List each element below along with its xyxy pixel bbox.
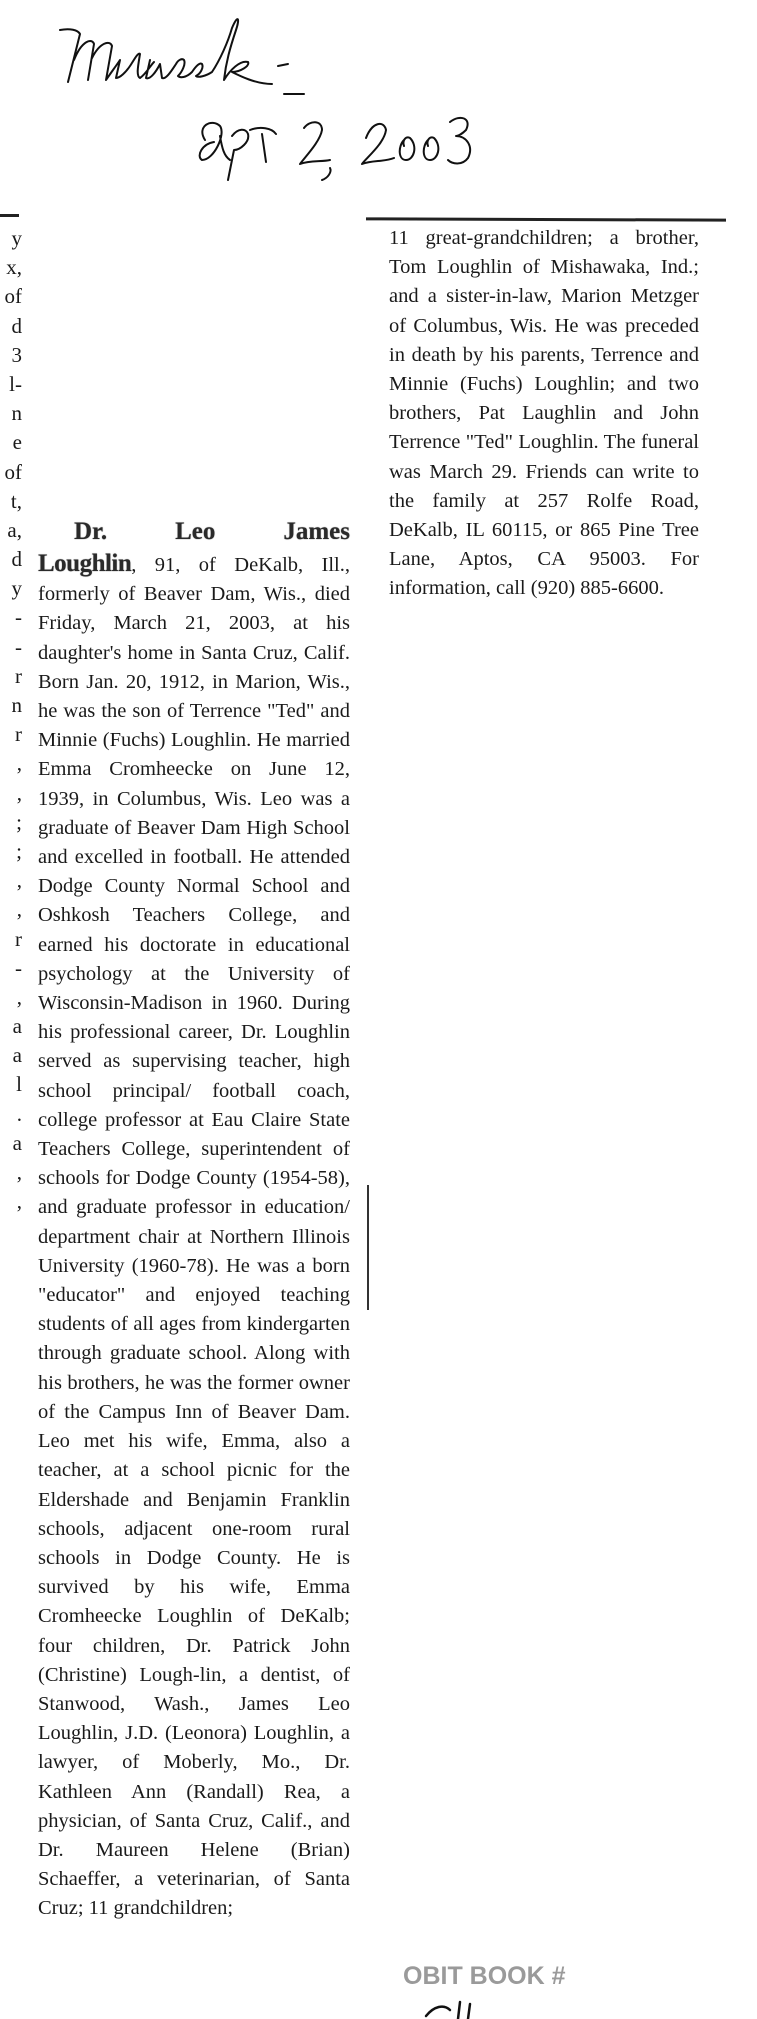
name-word: Leo: [175, 518, 216, 545]
column-fragment: a: [12, 1130, 22, 1155]
name-word: Dr.: [74, 518, 108, 545]
column-fragment: y: [11, 576, 22, 601]
column-fragment: -: [15, 634, 22, 659]
column-fragment: t,: [10, 488, 22, 513]
column-fragment: r: [15, 722, 22, 747]
obit-book-stamp: OBIT BOOK #: [403, 1962, 566, 1990]
column-fragment: l: [16, 1072, 22, 1097]
obituary-main-column: [38, 515, 350, 1924]
column-fragment: n: [11, 693, 22, 717]
column-fragment: ,: [16, 780, 22, 805]
column-fragment: x,: [6, 255, 22, 280]
column-fragment: .: [16, 1101, 22, 1126]
column-fragment: d: [11, 547, 22, 572]
column-fragment: l-: [9, 371, 22, 396]
column-fragment: ,: [16, 897, 22, 922]
column-divider-line: [367, 1185, 369, 1310]
column-fragment: ,: [16, 1160, 22, 1184]
handwritten-book-number: [420, 2000, 500, 2019]
column-fragment: d: [11, 313, 22, 338]
right-column-rule: [366, 217, 726, 221]
obituary-name-first-words: [38, 515, 350, 549]
column-fragment: 3: [11, 342, 22, 367]
column-fragment: y: [11, 226, 22, 250]
column-fragment: ;: [16, 809, 22, 834]
column-fragment: ;: [16, 838, 22, 863]
column-fragment: e: [12, 430, 22, 455]
column-fragment: ,: [16, 1189, 22, 1214]
column-fragment: a: [12, 1043, 22, 1068]
column-fragment: -: [15, 605, 22, 630]
obituary-continued-text: 11 great-grandchildren; a brother, Tom Loughlin of Mishawaka, Ind.; and a sister-in-law, Marion Metzger of Columbus, Wis. He was preceded in death by his parents, Terrence and Minnie (Fuchs) Loughlin; and two brothers, Pat Laughlin and John Terrence "Ted" Loughlin. The funeral was March 29. Friends can write to the family at 257 Rolfe Road, DeKalb, IL 60115, or 865 Pine Tree Lane, Aptos, CA 95003. For information, call (920) 885-6600.: [389, 227, 699, 600]
obituary-body: [38, 549, 350, 1924]
column-fragment: n: [11, 401, 22, 426]
column-fragment: r: [15, 926, 22, 951]
column-fragment: -: [15, 955, 22, 980]
name-word: James: [283, 518, 350, 545]
obituary-name-last: Loughlin: [38, 550, 132, 577]
column-fragment: ,: [16, 868, 22, 893]
column-fragment: a,: [7, 517, 22, 542]
column-fragment: of: [4, 284, 22, 309]
obituary-continued-column: [389, 224, 699, 604]
column-fragment: ,: [16, 984, 22, 1009]
obituary-main-text: , 91, of DeKalb, Ill., formerly of Beaver Dam, Wis., died Friday, March 21, 2003, at his daughter's home in Santa Cruz, Calif. Born Jan. 20, 1912, in Marion, Wis., he was the son of Terrence "Ted" and Minnie (Fuchs) Loughlin. He married Emma Cromheecke on June 12, 1939, in Columbus, Wis. Leo was a graduate of Beaver Dam High School and excelled in football. He attended Dodge County Normal School and Oshkosh Teachers College, and earned his doctorate in educational psychology at the University of Wisconsin-Madison in 1960. During his professional career, Dr. Loughlin served as supervising teacher, high school principal/ football coach, college professor at Eau Claire State Teachers College, superintendent of schools for Dodge County (1954-58), and graduate professor in education/ department chair at Northern Illinois University (1960-78). He was a born "educator" and enjoyed teaching students of all ages from kindergarten through graduate school. Along with his brothers, he was the former owner of the Campus Inn of Beaver Dam. Leo met his wife, Emma, also a teacher, at a school picnic for the Eldershade and Benjamin Franklin schools, adjacent one-room rural schools in Dodge County. He is survived by his wife, Emma Cromheecke Loughlin of DeKalb; four children, Dr. Patrick John (Christine) Lough-lin, a dentist, of Stanwood, Wash., James Leo Loughlin, J.D. (Leonora) Loughlin, a lawyer, of Moberly, Mo., Dr. Kathleen Ann (Randall) Rea, a physician, of Santa Cruz, Calif., and Dr. Maureen Helene (Brian) Schaeffer, a veterinarian, of Santa Cruz; 11 grandchildren;: [38, 554, 350, 1920]
column-fragment: of: [4, 459, 22, 484]
column-fragment: ,: [16, 751, 22, 776]
handwritten-date-note: [0, 0, 757, 200]
column-fragment: r: [15, 663, 22, 688]
column-fragment: a: [12, 1014, 22, 1039]
adjacent-column-fragments: [0, 224, 22, 1216]
left-column-rule: [0, 214, 19, 217]
